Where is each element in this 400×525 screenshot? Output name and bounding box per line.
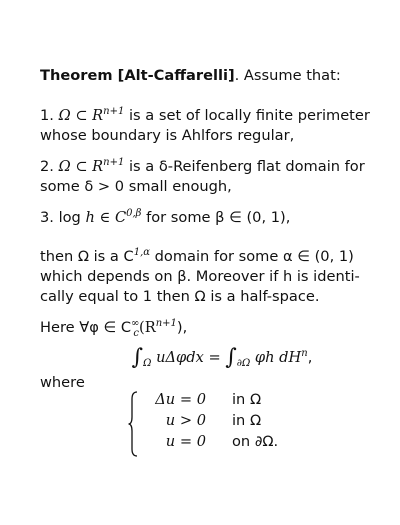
condition-1-text-cont: whose boundary is Ahlfors regular, [40, 127, 295, 144]
system-equation-1: Δu = 0 [155, 391, 206, 408]
integral-left-side: uΔφdx = [156, 349, 221, 366]
system-domain-1: in Ω [232, 391, 262, 408]
conclusion-line-2 [40, 267, 360, 287]
integral-domain-right: ∂Ω [236, 357, 251, 369]
here-prefix: Here ∀φ ∈ C [40, 319, 132, 336]
integral-comma: , [307, 349, 313, 366]
condition-2-text: is a δ-Reifenberg flat domain for [124, 158, 365, 175]
condition-3-holder: ∈ C [94, 209, 127, 226]
where-label [40, 373, 85, 393]
integral-sign-right: ∫ [225, 345, 237, 370]
here-space-exponent: n+1 [155, 318, 177, 330]
conclusion-text-d: cally equal to 1 then Ω is a half-space. [40, 288, 320, 305]
condition-1-line-1 [40, 106, 370, 126]
here-end: ), [176, 319, 188, 336]
condition-2-domain: Ω ⊂ R [58, 158, 104, 175]
here-sup: ∞ [131, 318, 140, 330]
condition-1-line-2 [40, 126, 294, 146]
condition-2-number: 2. [40, 158, 54, 175]
theorem-assume: . Assume that: [234, 67, 341, 84]
here-space: (R [139, 319, 156, 336]
integral-measure-exponent: n [301, 348, 308, 360]
condition-3-line [40, 208, 290, 228]
conclusion-text-c: which depends on β. Moreover if h is identi- [40, 268, 360, 285]
conclusion-text-b: domain for some α ∈ (0, 1) [150, 248, 354, 265]
condition-3-log: log [58, 209, 81, 226]
integral-domain-left: Ω [143, 357, 152, 369]
theorem-heading [40, 66, 341, 86]
system-domain-2: in Ω [232, 412, 262, 429]
condition-1-text: is a set of locally finite perimeter [124, 107, 370, 124]
condition-2-text-cont: some δ > 0 small enough, [40, 178, 232, 195]
conclusion-line-1 [40, 247, 354, 267]
here-sub: c [133, 327, 139, 339]
condition-3-number: 3. [40, 209, 54, 226]
condition-1-exponent: n+1 [103, 106, 125, 118]
where-text: where [40, 374, 85, 391]
condition-3-h: h [85, 209, 95, 226]
condition-1-domain: Ω ⊂ R [58, 107, 104, 124]
theorem-label: Theorem [Alt-Caffarelli] [40, 67, 235, 84]
conclusion-exponent: 1,α [133, 247, 150, 259]
conclusion-line-3 [40, 287, 320, 307]
integral-identity [22, 343, 400, 368]
equation-system [128, 391, 328, 463]
integral-right-side: φh dH [254, 349, 302, 366]
condition-3-exponent: 0,β [126, 208, 142, 220]
condition-3-text: for some β ∈ (0, 1), [141, 209, 291, 226]
condition-2-line-1 [40, 157, 365, 177]
conclusion-text-a: then Ω is a C [40, 248, 134, 265]
condition-2-exponent: n+1 [103, 157, 125, 169]
condition-2-line-2 [40, 177, 232, 197]
integral-sign-left: ∫ [131, 345, 144, 370]
system-equation-3: u = 0 [165, 433, 206, 450]
left-brace-icon [128, 391, 138, 457]
here-line [40, 318, 187, 338]
condition-1-number: 1. [40, 107, 54, 124]
system-equation-2: u > 0 [165, 412, 206, 429]
system-domain-3: on ∂Ω. [232, 433, 279, 450]
